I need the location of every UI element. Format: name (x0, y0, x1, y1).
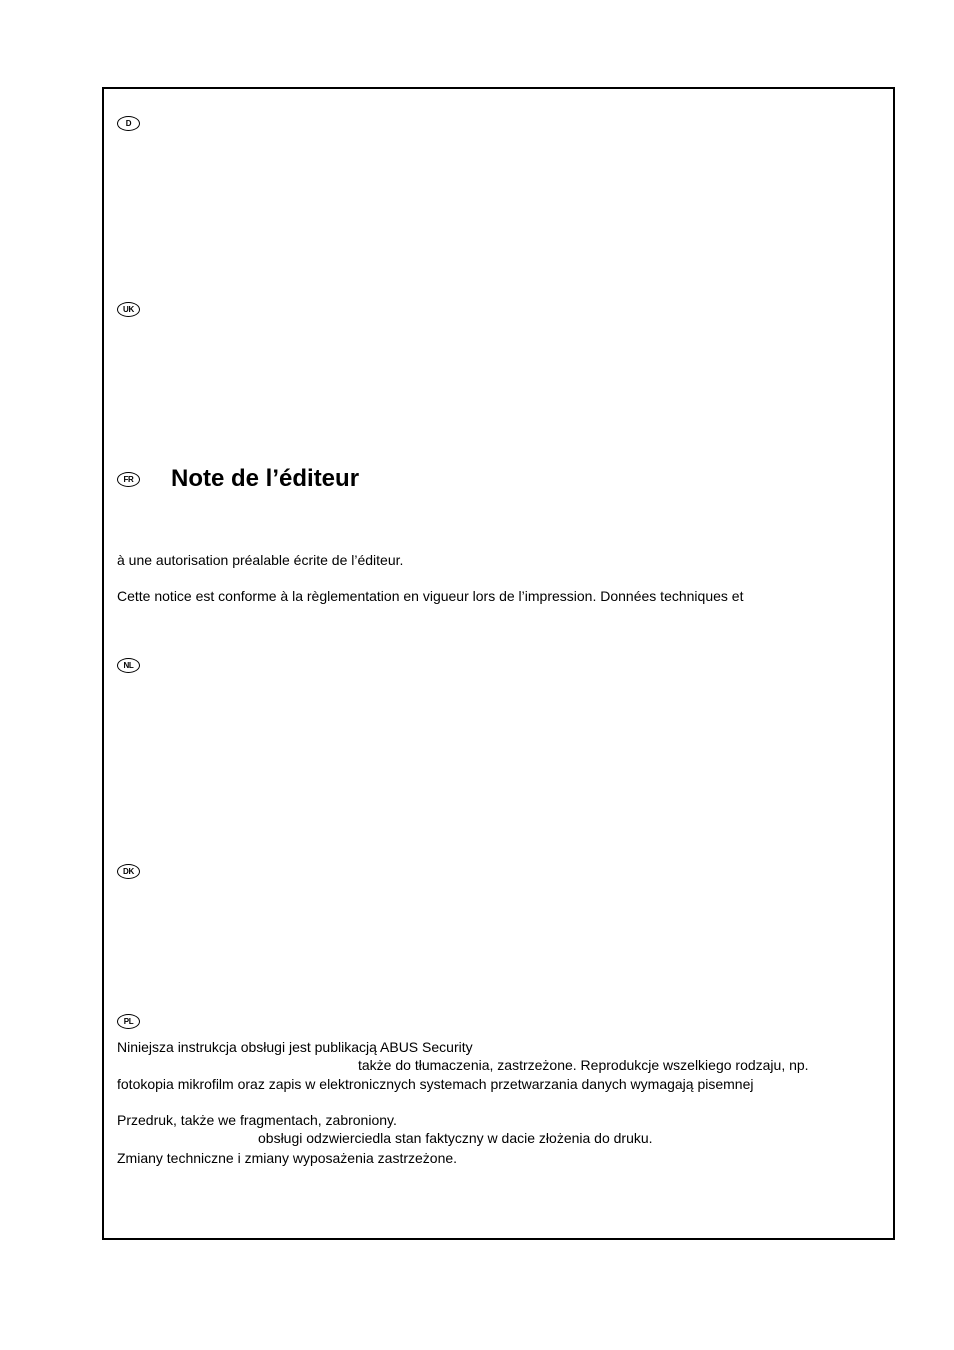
fr-text-line-1: à une autorisation préalable écrite de l’éditeur. (117, 552, 404, 568)
pl-text-line-2: także do tłumaczenia, zastrzeżone. Reprodukcje wszelkiego rodzaju, np. (358, 1057, 809, 1073)
pl-text-line-5: obsługi odzwierciedla stan faktyczny w dacie złożenia do druku. (258, 1130, 653, 1146)
pl-text-line-4: Przedruk, także we fragmentach, zabroniony. (117, 1112, 397, 1128)
language-badge-uk: UK (117, 302, 140, 317)
language-badge-nl: NL (117, 658, 140, 673)
fr-heading: Note de l’éditeur (171, 465, 360, 492)
fr-text-line-2: Cette notice est conforme à la règlementation en vigueur lors de l’impression. Données techniques et (117, 588, 744, 604)
pl-text-line-6: Zmiany techniczne i zmiany wyposażenia zastrzeżone. (117, 1150, 458, 1166)
language-badge-fr: FR (117, 472, 140, 487)
pl-text-line-1: Niniejsza instrukcja obsługi jest publikacją ABUS Security (117, 1039, 473, 1055)
language-badge-dk: DK (117, 864, 140, 879)
language-badge-pl: PL (117, 1014, 140, 1029)
pl-text-line-3: fotokopia mikrofilm oraz zapis w elektronicznych systemach przetwarzania danych wymagają pisemnej (117, 1076, 754, 1092)
language-badge-de: D (117, 116, 140, 131)
